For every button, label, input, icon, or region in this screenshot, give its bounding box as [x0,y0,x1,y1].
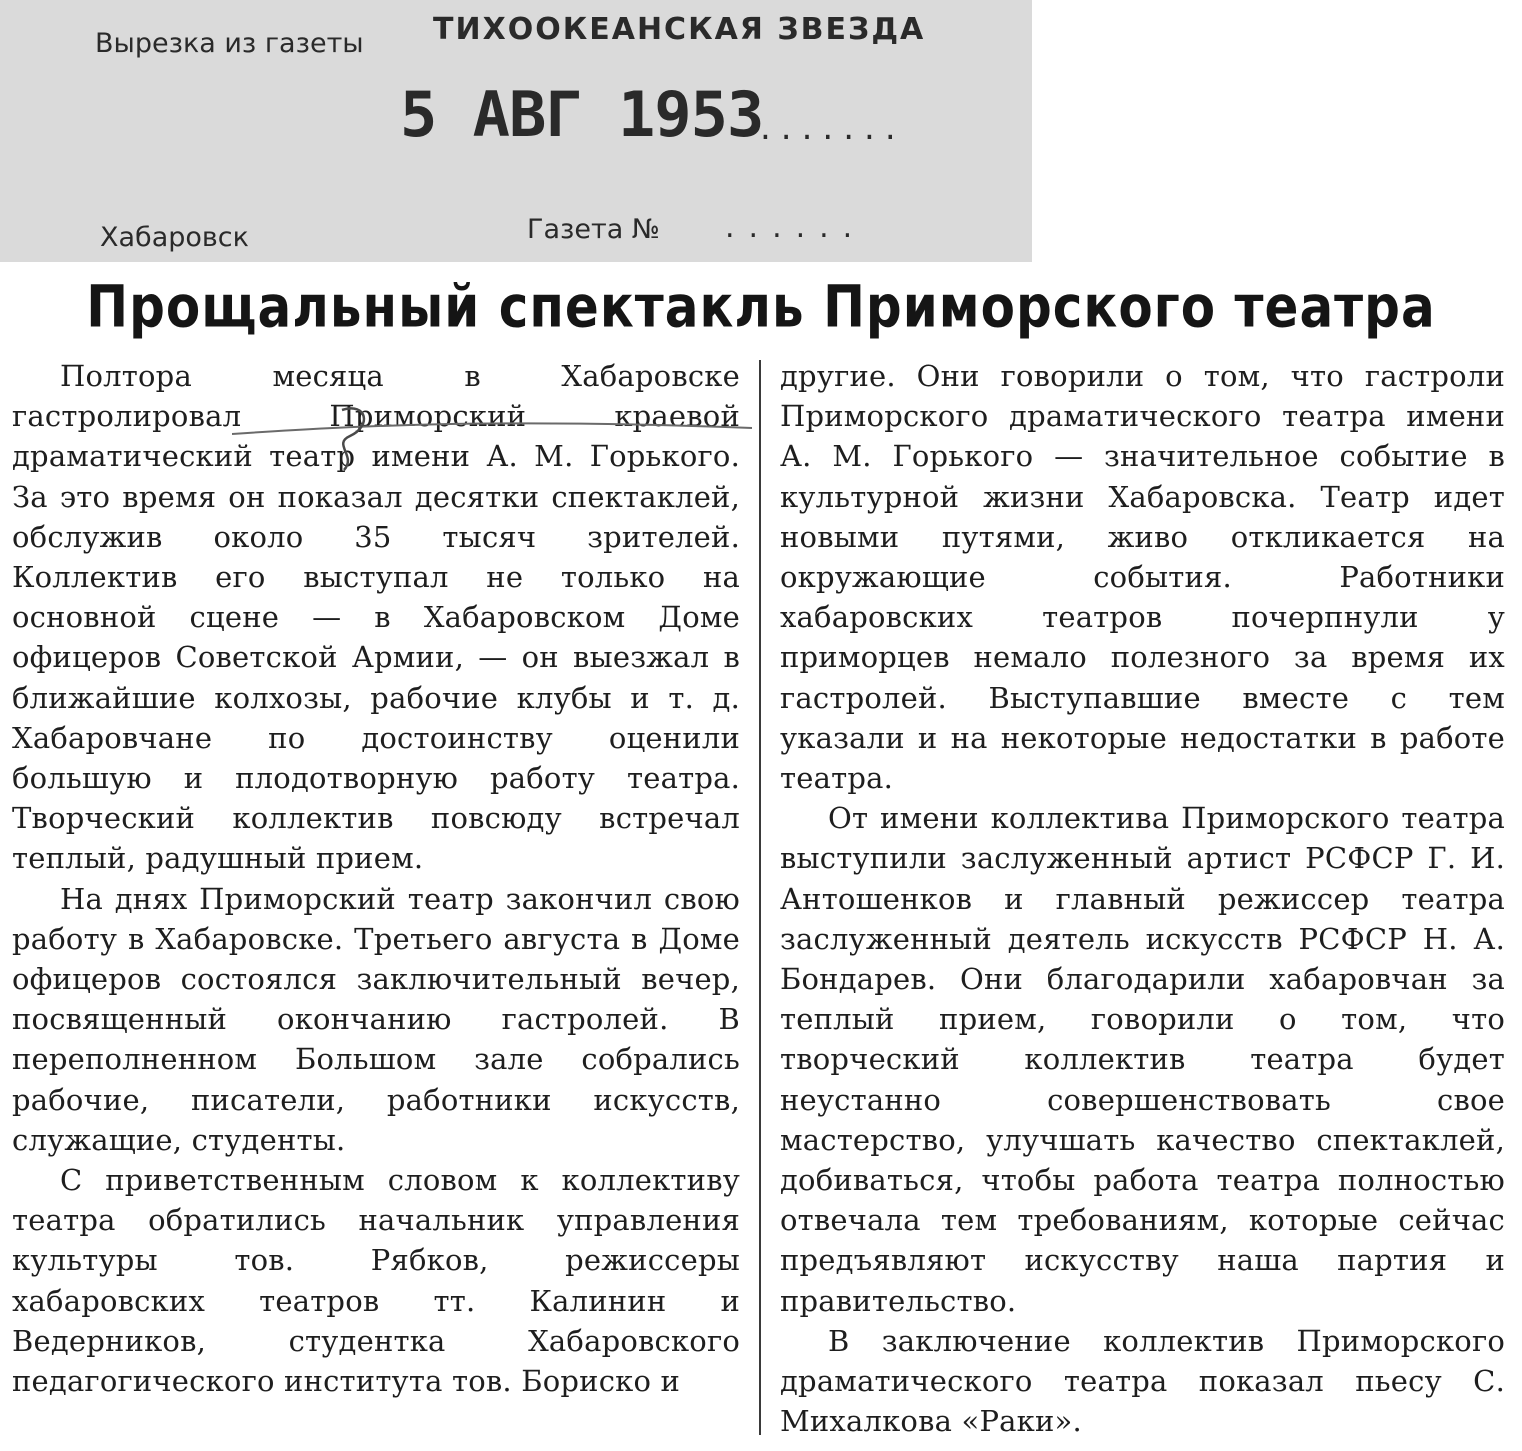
issue-number-label: Газета № [527,214,660,245]
city-label: Хабаровск [100,222,249,253]
paragraph: Полтора месяца в Хабаровске гастролировал Приморский краевой драматический театр имени А. М. Горького. За это время он показал десятки спектаклей, обслужив около 35 тысяч зрителей. Коллектив его выступал не только на основной сцене — в Хабаровском Доме офицеров Советской Армии, — он выезжал в ближайшие колхозы, рабочие клубы и т. д. Хабаровчане по достоинству оценили большую и плодотворную работу театра. Творческий коллектив повсюду встречал теплый, радушный прием. [12,359,740,876]
paragraph: другие. Они говорили о том, что гастроли Приморского драматического театра имени А. М. Горького — значительное событие в культурной жизни Хабаровска. Театр идет новыми путями, живо откликается на окружающие события. Работники хабаровских театров почерпнули у приморцев немало полезного за время их гастролей. Выступавшие вместе с тем указали и на некоторые недостатки в работе театра. [780,359,1505,796]
paragraph: От имени коллектива Приморского театра выступили заслуженный артист РСФСР Г. И. Антошенков и главный режиссер театра заслуженный деятель искусств РСФСР Н. А. Бондарев. Они благодарили хабаровчан за теплый прием, говорили о том, что творческий коллектив театра будет неустанно совершенствовать свое мастерство, улучшать качество спектаклей, добиваться, чтобы работа театра полностью отвечала тем требованиям, которые сейчас предъявляют искусству наша партия и правительство. [780,801,1505,1318]
date-dots: ....... [760,108,906,148]
article-column-left [12,356,740,1401]
pen-mark [232,396,752,476]
clipping-label: Вырезка из газеты [95,28,364,59]
column-divider [759,360,761,1435]
article-headline: Прощальный спектакль Приморского театра [86,273,1436,341]
paragraph: На днях Приморский театр закончил свою работу в Хабаровске. Третьего августа в Доме офицеров состоялся заключительный вечер, посвященный окончанию гастролей. В переполненном Большом зале собрались рабочие, писатели, работники искусств, служащие, студенты. [12,881,740,1157]
issue-number-dots: ...... [725,210,867,245]
clipping-stamp [0,0,1032,262]
date-stamp: 5 АВГ 1953 [400,78,764,151]
paragraph: В заключение коллектив Приморского драматического театра показал пьесу С. Михалкова «Раки». [780,1323,1505,1439]
paragraph: С приветственным словом к коллективу театра обратились начальник управления культуры тов. Рябков, режиссеры хабаровских театров тт. Калинин и Ведерников, студентка Хабаровского педагогического института тов. Бориско и [12,1163,740,1399]
newspaper-name: ТИХООКЕАНСКАЯ ЗВЕЗДА [433,12,926,47]
article-column-right [780,356,1505,1441]
